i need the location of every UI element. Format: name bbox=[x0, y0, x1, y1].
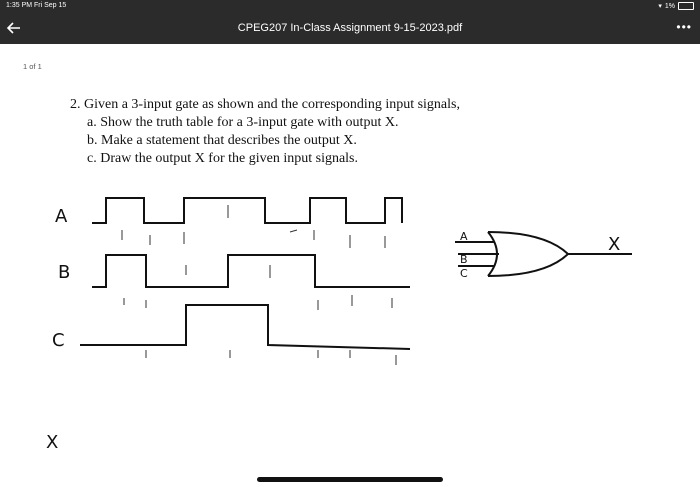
question-item-c: c. Draw the output X for the given input signals. bbox=[87, 151, 359, 166]
signal-label-c: C bbox=[52, 330, 65, 351]
home-indicator[interactable] bbox=[257, 477, 443, 482]
wifi-icon: ▾ bbox=[658, 3, 662, 10]
status-time: 1:35 PM Fri Sep 15 bbox=[6, 2, 67, 9]
signal-label-b: B bbox=[58, 262, 71, 283]
gate-input-b: B bbox=[460, 253, 468, 266]
gate-output-x: X bbox=[608, 234, 621, 255]
or-gate bbox=[455, 232, 632, 276]
signal-label-a: A bbox=[55, 206, 68, 227]
question-item-a: a. Show the truth table for a 3-input gate with output X. bbox=[87, 115, 399, 130]
signal-b-waveform bbox=[92, 255, 410, 287]
document-title: CPEG207 In-Class Assignment 9-15-2023.pdf bbox=[237, 22, 463, 34]
signal-a-waveform bbox=[92, 198, 402, 223]
question-text: Given a 3-input gate as shown and the corresponding input signals, bbox=[84, 97, 460, 112]
gate-input-c: C bbox=[460, 267, 468, 280]
page-indicator: 1 of 1 bbox=[23, 62, 42, 71]
more-options-icon[interactable]: ••• bbox=[676, 20, 692, 34]
question-item-b: b. Make a statement that describes the output X. bbox=[87, 133, 357, 148]
signal-label-x: X bbox=[46, 432, 59, 453]
question-number: 2. bbox=[70, 97, 81, 112]
time-markers bbox=[122, 205, 396, 365]
gate-input-a: A bbox=[460, 230, 468, 243]
signal-c-waveform bbox=[80, 305, 410, 349]
battery-percent: 1% bbox=[664, 2, 675, 10]
